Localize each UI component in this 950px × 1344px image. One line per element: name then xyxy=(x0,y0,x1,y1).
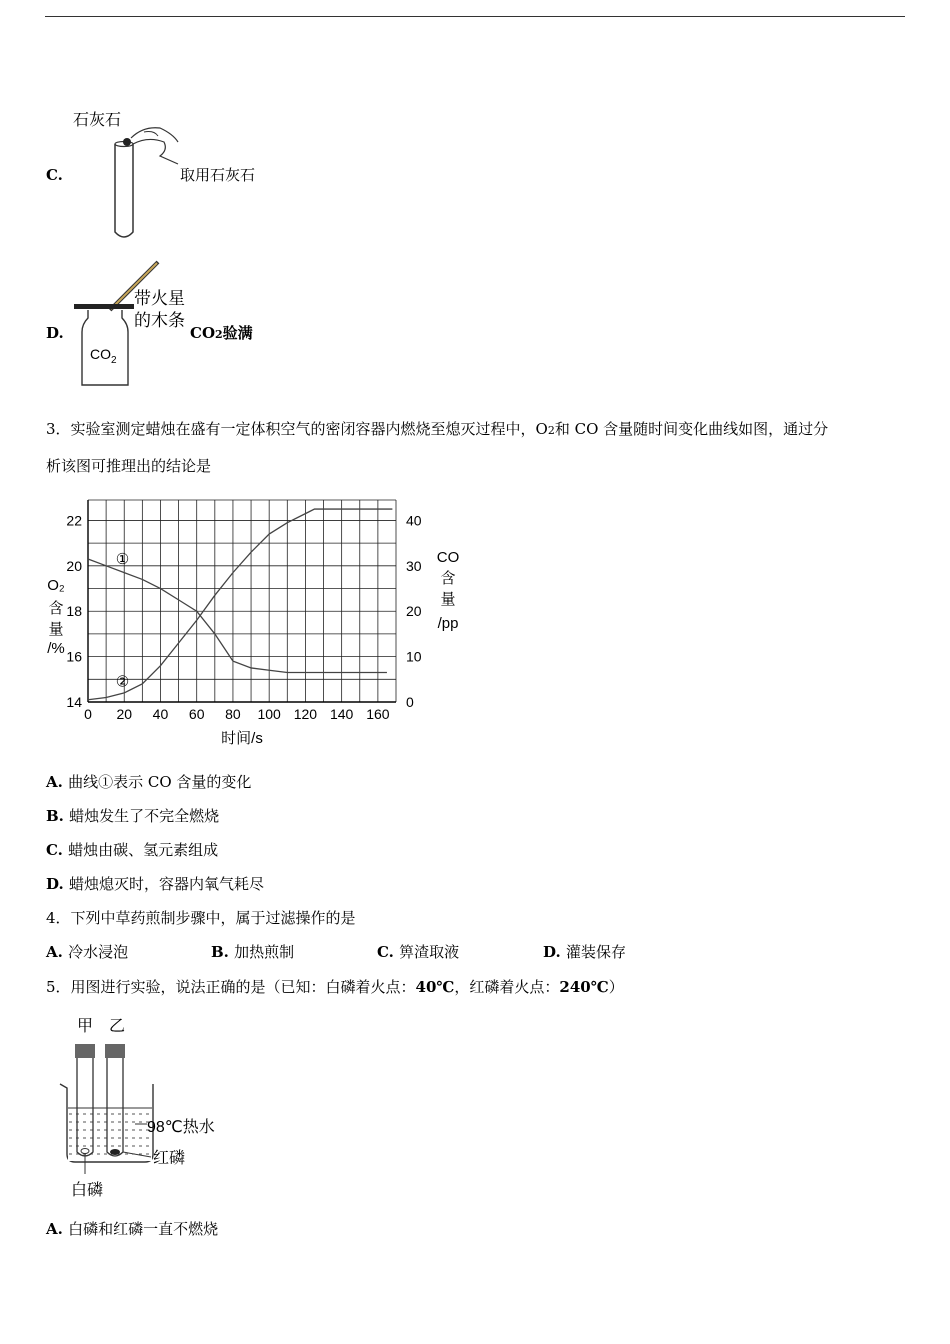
hot-water-label: 98℃热水 xyxy=(147,1119,215,1136)
option-d-text: CO2验满 xyxy=(190,324,253,342)
x-tick-label: 140 xyxy=(329,706,354,722)
right-tick-label: 40 xyxy=(406,512,422,529)
left-tick-label: 18 xyxy=(66,603,82,620)
tube-yi-label: 乙 xyxy=(109,1018,126,1035)
q5-option-a: A. 白磷和红磷一直不燃烧 xyxy=(46,1220,219,1238)
splint-label-line1: 带火星 xyxy=(134,289,185,308)
right-axis-label: 含 xyxy=(440,570,456,587)
option-c-letter: C. xyxy=(46,166,63,184)
x-tick-label: 100 xyxy=(257,706,281,722)
option-c-text: 取用石灰石 xyxy=(180,166,256,184)
q4-option-b: B. 加热煎制 xyxy=(211,943,295,961)
right-tick-label: 20 xyxy=(406,603,422,620)
left-tick-label: 14 xyxy=(66,694,82,710)
q3-line2: 析该图可推理出的结论是 xyxy=(46,457,212,475)
red-phosphorus-label: 红磷 xyxy=(153,1150,186,1167)
series-line-1 xyxy=(88,559,387,672)
header-rule xyxy=(45,16,905,17)
left-tick-label: 16 xyxy=(66,648,82,665)
limestone-figure-label: 石灰石 xyxy=(73,112,122,129)
tube-jia-label: 甲 xyxy=(77,1018,94,1035)
o2-co-chart xyxy=(40,495,480,757)
left-tick-label: 22 xyxy=(66,512,82,529)
q4-option-a: A. 冷水浸泡 xyxy=(46,943,129,961)
q3-option-b: B. 蜡烛发生了不完全燃烧 xyxy=(46,807,220,825)
x-tick-label: 80 xyxy=(225,706,241,722)
series-line-2 xyxy=(88,509,392,700)
x-tick-label: 0 xyxy=(84,706,92,722)
q3-line1: 3．实验室测定蜡烛在盛有一定体积空气的密闭容器内燃烧至熄灭过程中，O2和 CO 含量随时间变化曲线如图，通过分 xyxy=(46,420,829,438)
x-tick-label: 40 xyxy=(152,706,169,722)
left-axis-label: 含 xyxy=(48,600,64,617)
left-axis-label: /% xyxy=(47,640,65,657)
right-axis-label: 量 xyxy=(440,591,456,608)
right-axis-label: /pp xyxy=(437,615,459,632)
series-2-marker: ② xyxy=(115,673,130,691)
x-tick-label: 160 xyxy=(366,706,390,722)
phosphorus-beaker-figure xyxy=(55,1012,230,1202)
left-tick-label: 20 xyxy=(66,557,82,574)
x-tick-label: 60 xyxy=(188,706,205,722)
q4-question: 4．下列中草药煎制步骤中，属于过滤操作的是 xyxy=(46,909,356,927)
right-tick-label: 30 xyxy=(406,557,422,574)
q3-option-a: A. 曲线①表示 CO 含量的变化 xyxy=(46,773,252,791)
q4-option-d: D. 灌装保存 xyxy=(543,943,626,961)
right-tick-label: 0 xyxy=(406,694,414,710)
x-tick-label: 120 xyxy=(293,706,318,722)
q5-question: 5．用图进行实验，说法正确的是（已知：白磷着火点：40℃，红磷着火点：240℃） xyxy=(46,978,624,996)
left-axis-label: 量 xyxy=(48,621,64,638)
bottle-label: $CO_2$ xyxy=(90,346,117,366)
limestone-tube-figure xyxy=(68,104,188,246)
x-axis-label: 时间/s xyxy=(221,730,263,747)
q3-option-d: D. 蜡烛熄灭时，容器内氧气耗尽 xyxy=(46,875,264,893)
q4-option-c: C. 箅渣取液 xyxy=(377,943,460,961)
q3-option-c: C. 蜡烛由碳、氢元素组成 xyxy=(46,841,219,859)
co2-bottle-figure xyxy=(70,258,200,388)
option-d-letter: D. xyxy=(46,324,64,342)
series-1-marker: ① xyxy=(115,551,130,569)
white-phosphorus-label: 白磷 xyxy=(71,1182,104,1199)
left-axis-label: O₂ xyxy=(47,577,65,594)
x-tick-label: 20 xyxy=(116,706,133,722)
splint-label-line2: 的木条 xyxy=(134,311,185,330)
right-axis-label: CO xyxy=(436,549,460,566)
right-tick-label: 10 xyxy=(406,648,422,665)
